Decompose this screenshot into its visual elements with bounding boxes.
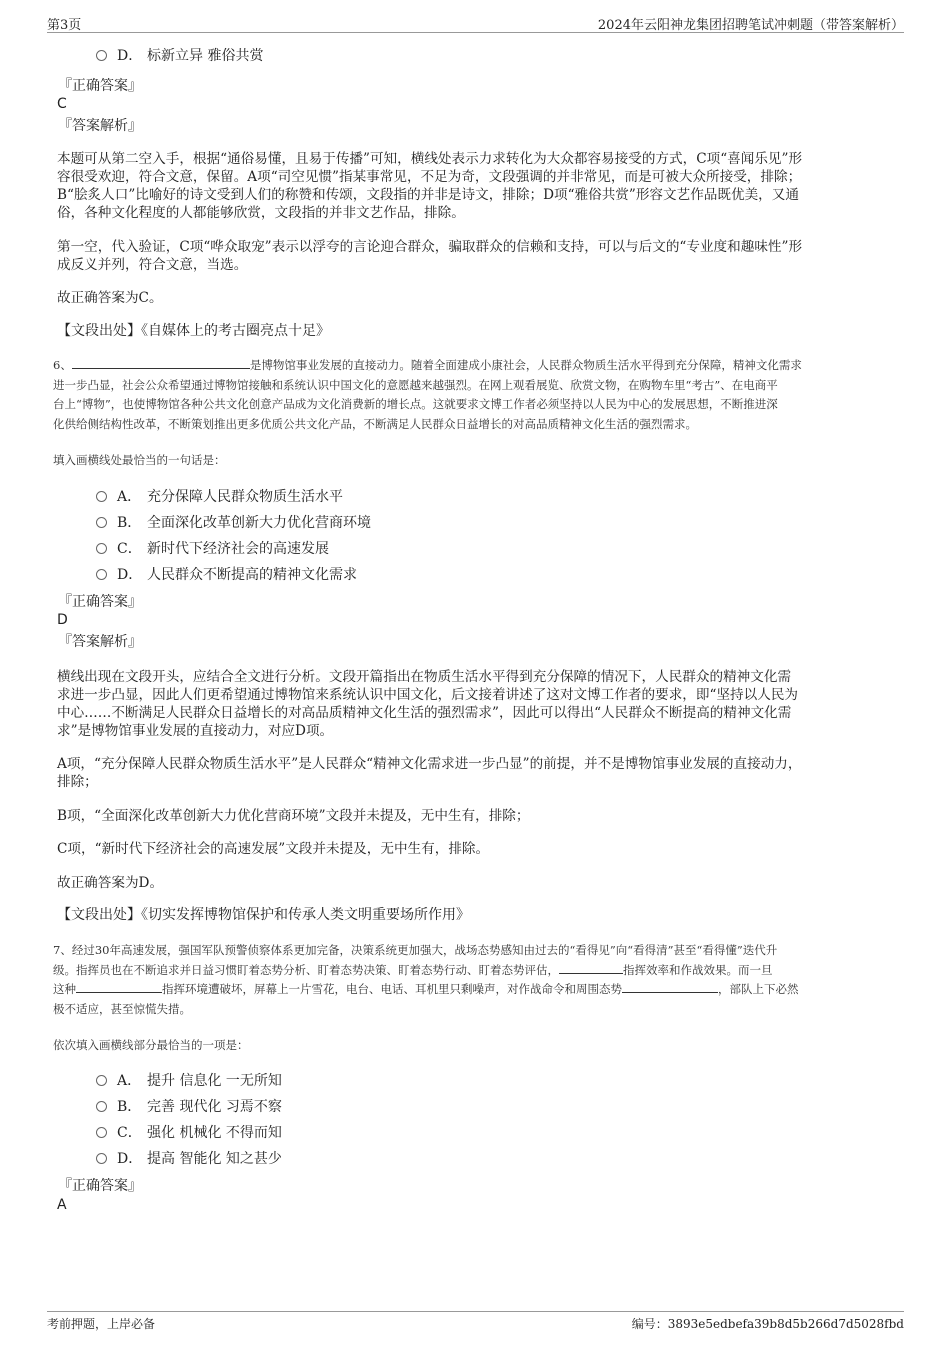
answer-value: A: [57, 1197, 67, 1213]
page-footer: [47, 1311, 904, 1336]
analysis-paragraph: 横线出现在文段开头，应结合全文进行分析。文段开篇指出在物质生活水平得到充分保障的情况下，人民群众的精神文化需 求进一步凸显，因此人们更希望通过博物馆来系统认识中国文化，后文接着讲述了这对文博工作者的要求，即“坚持以人民为 中心……不断满足人民群众日益增长的对高品质精神文化生活的强烈需求”，因此可以得出“人民群众不断提高的精神文化需 求”是博物馆事业发展的直接动力，对应D项。: [57, 669, 799, 739]
radio-icon[interactable]: [96, 491, 107, 502]
analysis-paragraph: B项，“全面深化改革创新大力优化营商环境”文段并未提及，无中生有，排除；: [57, 808, 530, 824]
answer-label: 『正确答案』: [58, 1178, 142, 1194]
radio-icon[interactable]: [96, 1153, 107, 1164]
radio-icon[interactable]: [96, 1101, 107, 1112]
option-b[interactable]: B． 完善 现代化 习焉不察: [96, 1097, 282, 1117]
analysis-paragraph: A项，“充分保障人民群众物质生活水平”是人民群众“精神文化需求进一步凸显”的前提，并不是博物馆事业发展的直接动力， 排除；: [57, 756, 802, 790]
radio-icon[interactable]: [96, 1075, 107, 1086]
option-c[interactable]: C． 强化 机械化 不得而知: [96, 1123, 282, 1143]
radio-icon[interactable]: [96, 517, 107, 528]
radio-icon[interactable]: [96, 569, 107, 580]
option-d[interactable]: D． 人民群众不断提高的精神文化需求: [96, 565, 357, 585]
radio-icon[interactable]: [96, 1127, 107, 1138]
conclusion: 故正确答案为C。: [57, 290, 163, 306]
radio-icon[interactable]: [96, 543, 107, 554]
document-title: 2024年云阳神龙集团招聘笔试冲刺题（带答案解析）: [597, 18, 904, 33]
source-citation: 【文段出处】《切实发挥博物馆保护和传承人类文明重要场所作用》: [57, 907, 470, 923]
fill-blank: [559, 962, 623, 974]
analysis-paragraph: C项，“新时代下经济社会的高速发展”文段并未提及，无中生有，排除。: [57, 841, 490, 857]
analysis-paragraph: 第一空，代入验证，C项“哗众取宠”表示以浮夸的言论迎合群众，骗取群众的信赖和支持，可以与后文的“专业度和趣味性”形 成反义并列，符合文意，当选。: [57, 239, 803, 273]
radio-icon[interactable]: [96, 50, 107, 61]
option-a[interactable]: A． 充分保障人民群众物质生活水平: [96, 487, 343, 507]
document-id: 编号：3893e5edbefa39b8d5b266d7d5028fbd: [631, 1317, 904, 1331]
conclusion: 故正确答案为D。: [57, 875, 164, 891]
analysis-label: 『答案解析』: [58, 634, 142, 650]
answer-value: C: [57, 96, 67, 112]
option-a[interactable]: A． 提升 信息化 一无所知: [96, 1071, 282, 1091]
option-b[interactable]: B． 全面深化改革创新大力优化营商环境: [96, 513, 371, 533]
analysis-paragraph: 本题可从第二空入手，根据“通俗易懂，且易于传播”可知，横线处表示力求转化为大众都容易接受的方式，C项“喜闻乐见”形 容很受欢迎，符合文意，保留。A项“司空见惯”指某事常见，不足为奇，文段强调的并非常见，而是可被大众所接受，排除； B“脍炙人口”比喻好的诗文受到人们的称赞和传颂，文段指的并非是诗文，排除；D项“雅俗共赏”形容文艺作品既优美，又通 俗，各种文化程度的人都能够欣赏，文段指的并非文艺作品，排除。: [57, 151, 803, 221]
analysis-label: 『答案解析』: [58, 118, 142, 134]
answer-label: 『正确答案』: [58, 78, 142, 94]
fill-blank: [72, 357, 250, 369]
page-header: [47, 12, 904, 33]
fill-blank: [76, 981, 162, 993]
footer-slogan: 考前押题，上岸必备: [47, 1317, 156, 1331]
fill-blank: [622, 981, 718, 993]
answer-value: D: [57, 612, 68, 628]
page-number: 第3页: [47, 18, 82, 33]
question-7-prompt: 依次填入画横线部分最恰当的一项是：: [53, 1038, 249, 1052]
answer-label: 『正确答案』: [58, 594, 142, 610]
option-d[interactable]: D． 标新立异 雅俗共赏: [96, 46, 263, 66]
question-6-stem: 6、 是博物馆事业发展的直接动力。随着全面建成小康社会，人民群众物质生活水平得到充分保障，精神文化需求 进一步凸显，社会公众希望通过博物馆接触和系统认识中国文化的意愿越来越强烈。在网上观看展览、欣赏文物，在购物车里“考古”、在电商平 台上“博物”，也使博物馆各种公共文化创意产品成为文化消费新的增长点。这就要求文博工作者必须坚持以人民为中心的发展思想，不断推进深 化供给侧结构性改革，不断策划推出更多优质公共文化产品，不断满足人民群众日益增长的对高品质精神文化生活的强烈需求。: [53, 358, 802, 431]
question-7-stem: 7、经过30年高速发展，强国军队预警侦察体系更加完备，决策系统更加强大，战场态势感知由过去的“看得见”向“看得清”甚至“看得懂”迭代升 级。指挥员也在不断追求并日益习惯盯着态势分析、盯着态势决策、盯着态势行动、盯着态势评估， 指挥效率和作战效果。而一旦 这种 指挥环境遭破坏，屏幕上一片雪花，电台、电话、耳机里只剩噪声，对作战命令和周围态势 ，部队上下必然 极不适应，甚至惊慌失措。: [53, 943, 799, 1016]
option-d[interactable]: D． 提高 智能化 知之甚少: [96, 1149, 282, 1169]
option-c[interactable]: C． 新时代下经济社会的高速发展: [96, 539, 329, 559]
source-citation: 【文段出处】《自媒体上的考古圈亮点十足》: [57, 323, 330, 339]
question-6-prompt: 填入画横线处最恰当的一句话是：: [53, 453, 226, 467]
